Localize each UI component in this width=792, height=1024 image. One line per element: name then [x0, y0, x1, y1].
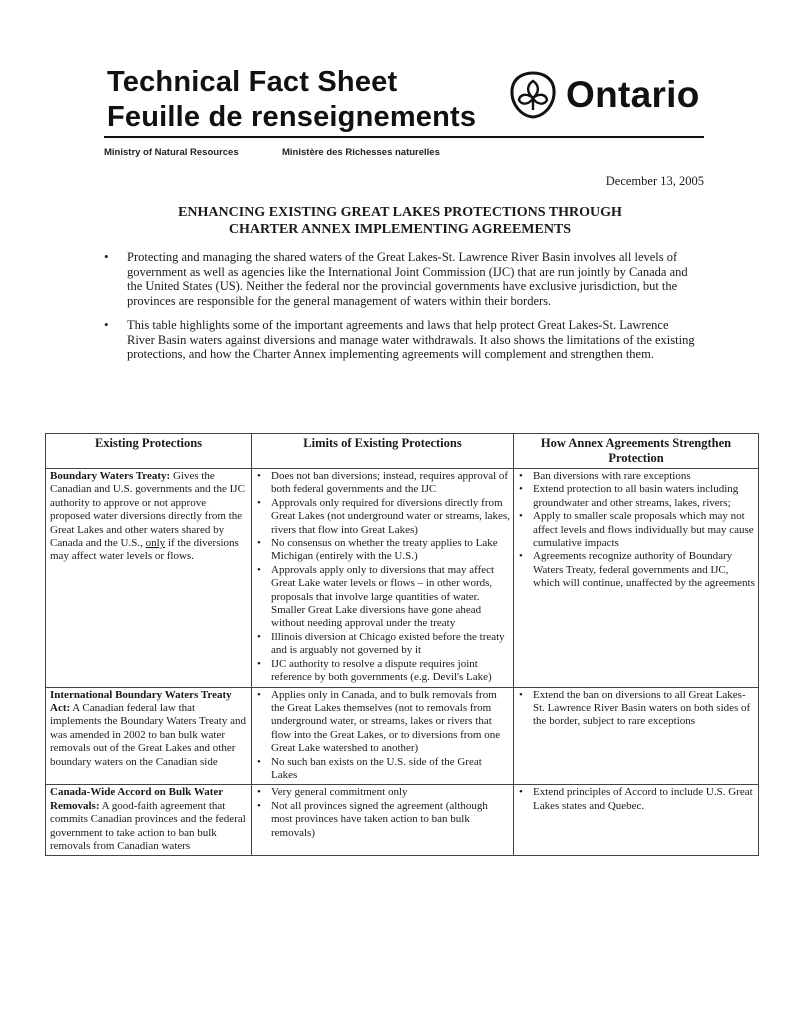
table-row [46, 785, 759, 856]
protection-description: A good-faith agreement that commits Canadian provinces and the federal government to take action to ban bulk removals from Canadian waters [50, 799, 246, 852]
strengthen-cell [514, 785, 759, 856]
limits-cell [252, 687, 514, 785]
intro-bullet: • This table highlights some of the important agreements and laws that help protect Great Lakes-St. Lawrence River Basin waters against diversions and manage water withdrawals. It also shows the limitations of the existing protections, and how the Charter Annex implementing agreements will complement and strengthen them. [104, 318, 696, 362]
limit-item: • Approvals apply only to diversions that may affect Great Lake water levels or flows – in other words, proposals that involve large quantities of water. Smaller Great Lake diversions have gone ahead without needing approval under the treaty [256, 564, 510, 631]
document-headline [100, 204, 700, 238]
protection-cell [46, 687, 252, 785]
protection-description: Gives the Canadian and U.S. governments and the IJC authority to approve or not approve proposed water diversions directly from the Great Lakes and other waters shared by Canada and the U.S., [50, 470, 245, 550]
column-header-existing: Existing Protections [46, 434, 252, 469]
strengthen-item: • Apply to smaller scale proposals which may not affect levels and flows individually but may cause cumulative impacts [518, 510, 755, 550]
column-header-limits: Limits of Existing Protections [252, 434, 514, 469]
limit-item: • IJC authority to resolve a dispute requires joint reference by both governments (e.g. Devil's Lake) [256, 658, 510, 685]
protection-name: Boundary Waters Treaty: [50, 470, 171, 482]
limit-item: • Not all provinces signed the agreement (although most provinces have taken action to ban bulk removals) [256, 800, 510, 840]
limit-item: • Applies only in Canada, and to bulk removals from the Great Lakes themselves (not to removals from underground water, or streams, lakes or rivers that flow into the Great Lakes, or to diversions from one Great Lake watershed to another) [256, 689, 510, 756]
limit-item: • Approvals only required for diversions directly from Great Lakes (not underground water or streams, lakes, rivers that flow into Great Lakes) [256, 497, 510, 537]
ministry-name-english: Ministry of Natural Resources [104, 147, 239, 158]
header-rule [104, 136, 704, 138]
protection-description-end: if the diversions may affect water levels or flows. [50, 537, 239, 563]
protection-cell [46, 469, 252, 688]
headline-line-1: ENHANCING EXISTING GREAT LAKES PROTECTIONS THROUGH [178, 205, 622, 220]
limit-item: • Very general commitment only [256, 786, 510, 799]
strengthen-item: • Extend the ban on diversions to all Great Lakes-St. Lawrence River Basin waters on both sides of the border, subject to rare exceptions [518, 689, 755, 729]
table-row [46, 687, 759, 785]
strengthen-item: • Agreements recognize authority of Boundary Waters Treaty, federal governments and IJC, which will continue, unaffected by the agreements [518, 550, 755, 590]
table-header-row [46, 434, 759, 469]
strengthen-cell [514, 687, 759, 785]
limits-cell [252, 785, 514, 856]
strengthen-item: • Extend principles of Accord to include U.S. Great Lakes states and Quebec. [518, 786, 755, 813]
headline-line-2: CHARTER ANNEX IMPLEMENTING AGREEMENTS [228, 222, 572, 237]
limit-item: • Does not ban diversions; instead, requires approval of both federal governments and the IJC [256, 470, 510, 497]
intro-bullet: • Protecting and managing the shared waters of the Great Lakes-St. Lawrence River Basin involves all levels of government as well as agencies like the International Joint Commission (IJC) that are run jointly by Canada and the United States (US). Neither the federal nor the provincial governments have exclusive jurisdiction, but the provinces are responsible for the general management of waters within their borders. [104, 250, 696, 308]
ministry-name-french: Ministère des Richesses naturelles [282, 147, 440, 158]
trillium-icon [508, 70, 558, 120]
protection-description: A Canadian federal law that implements the Boundary Waters Treaty and was amended in 2002 to ban bulk water removals out of the Great Lakes and other boundary waters on the Canadian side [50, 701, 246, 768]
protection-description-emphasis: only [145, 537, 166, 550]
column-header-strengthen: How Annex Agreements Strengthen Protection [514, 434, 759, 469]
strengthen-item: • Extend protection to all basin waters including groundwater and other streams, lakes, rivers; [518, 483, 755, 510]
limit-item: • No such ban exists on the U.S. side of the Great Lakes [256, 756, 510, 783]
protection-name: International Boundary Waters Treaty Act: [50, 688, 232, 714]
protection-name: Canada-Wide Accord on Bulk Water Removals: [50, 786, 223, 812]
limits-cell [252, 469, 514, 688]
strengthen-item: • Ban diversions with rare exceptions [518, 470, 755, 483]
ontario-logo [508, 70, 700, 120]
intro-bullet-list [104, 250, 696, 372]
title-french: Feuille de renseignements [107, 101, 477, 133]
limit-item: • No consensus on whether the treaty applies to Lake Michigan (entirely with the U.S.) [256, 537, 510, 564]
limit-item: • Illinois diversion at Chicago existed before the treaty and is arguably not governed by it [256, 631, 510, 658]
protection-cell [46, 785, 252, 856]
logo-wordmark: Ontario [566, 74, 700, 115]
protections-table [45, 433, 759, 856]
title-english: Technical Fact Sheet [107, 66, 398, 98]
table-row [46, 469, 759, 688]
strengthen-cell [514, 469, 759, 688]
document-date: December 13, 2005 [605, 174, 704, 188]
